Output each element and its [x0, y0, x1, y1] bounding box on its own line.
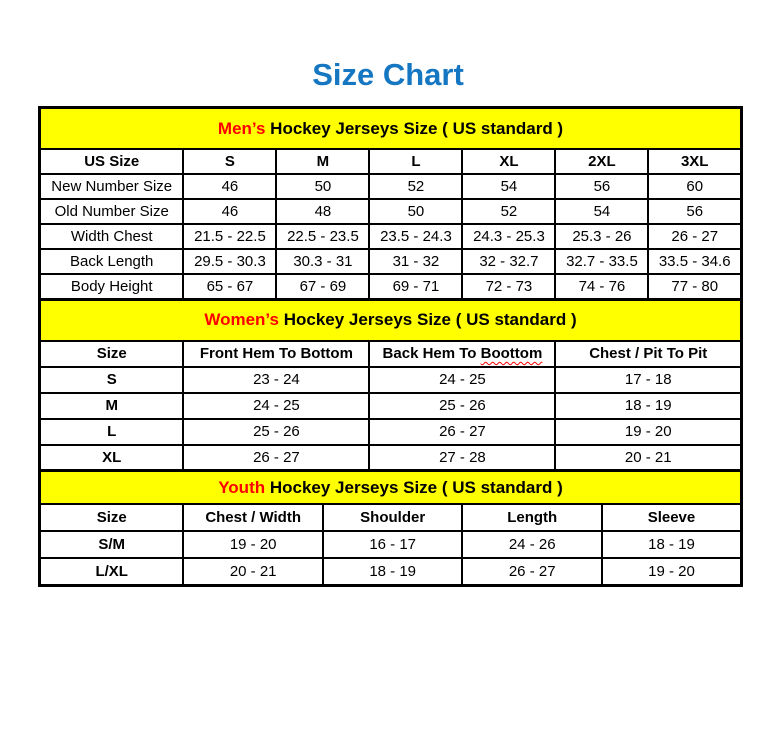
value-cell: 21.5 - 22.5: [183, 224, 276, 249]
table-row: [40, 199, 742, 224]
column-header: Chest / Width: [183, 504, 323, 531]
mens-size-table: [38, 106, 743, 301]
value-cell: 22.5 - 23.5: [276, 224, 369, 249]
value-cell: 56: [648, 199, 741, 224]
column-header: XL: [462, 149, 555, 174]
column-header: Size: [40, 341, 184, 367]
section-banner-row: [40, 299, 742, 341]
youth-size-table: [38, 469, 743, 587]
row-label: S/M: [40, 531, 184, 558]
column-header: Size: [40, 504, 184, 531]
value-cell: 17 - 18: [555, 367, 741, 393]
column-header: Front Hem To Bottom: [183, 341, 369, 367]
size-chart: [38, 106, 743, 587]
table-row: [40, 249, 742, 274]
table-row: [40, 367, 742, 393]
value-cell: 18 - 19: [602, 531, 742, 558]
value-cell: 20 - 21: [555, 445, 741, 471]
value-cell: 25 - 26: [183, 419, 369, 445]
value-cell: 23 - 24: [183, 367, 369, 393]
row-label: L: [40, 419, 184, 445]
value-cell: 24 - 26: [462, 531, 602, 558]
value-cell: 18 - 19: [323, 558, 463, 585]
value-cell: 32.7 - 33.5: [555, 249, 648, 274]
value-cell: 26 - 27: [183, 445, 369, 471]
column-header: S: [183, 149, 276, 174]
value-cell: 26 - 27: [648, 224, 741, 249]
value-cell: 50: [369, 199, 462, 224]
value-cell: 54: [555, 199, 648, 224]
page-title: Size Chart: [312, 57, 464, 92]
column-header: Shoulder: [323, 504, 463, 531]
row-label: Width Chest: [40, 224, 184, 249]
table-row: [40, 174, 742, 199]
column-header: M: [276, 149, 369, 174]
value-cell: 30.3 - 31: [276, 249, 369, 274]
value-cell: 25 - 26: [369, 393, 555, 419]
value-cell: 24.3 - 25.3: [462, 224, 555, 249]
banner-rest-text: Hockey Jerseys Size ( US standard ): [265, 118, 564, 138]
table-row: [40, 274, 742, 299]
table-row: [40, 531, 742, 558]
row-label: M: [40, 393, 184, 419]
row-label: XL: [40, 445, 184, 471]
value-cell: 56: [555, 174, 648, 199]
value-cell: 19 - 20: [183, 531, 323, 558]
section-banner-row: [40, 108, 742, 150]
value-cell: 60: [648, 174, 741, 199]
value-cell: 74 - 76: [555, 274, 648, 299]
row-label: New Number Size: [40, 174, 184, 199]
banner-rest-text: Hockey Jerseys Size ( US standard ): [265, 477, 563, 497]
value-cell: 50: [276, 174, 369, 199]
column-header: 2XL: [555, 149, 648, 174]
value-cell: 20 - 21: [183, 558, 323, 585]
value-cell: 52: [462, 199, 555, 224]
womens-size-table: [38, 298, 743, 473]
row-label: L/XL: [40, 558, 184, 585]
section-banner-row: [40, 471, 742, 505]
column-header-row: [40, 149, 742, 174]
row-label: Old Number Size: [40, 199, 184, 224]
banner-highlight-text: Men’s: [217, 118, 266, 138]
banner-highlight-text: Women’s: [204, 310, 279, 329]
value-cell: 46: [183, 174, 276, 199]
misspelled-word: Boottom: [480, 345, 543, 362]
value-cell: 46: [183, 199, 276, 224]
value-cell: 33.5 - 34.6: [648, 249, 741, 274]
value-cell: 18 - 19: [555, 393, 741, 419]
value-cell: 48: [276, 199, 369, 224]
column-header: Chest / Pit To Pit: [555, 341, 741, 367]
table-row: [40, 393, 742, 419]
column-header: L: [369, 149, 462, 174]
value-cell: 27 - 28: [369, 445, 555, 471]
value-cell: 54: [462, 174, 555, 199]
youth-section-banner: [40, 471, 742, 505]
value-cell: 19 - 20: [555, 419, 741, 445]
value-cell: 19 - 20: [602, 558, 742, 585]
column-header: 3XL: [648, 149, 741, 174]
value-cell: 24 - 25: [369, 367, 555, 393]
banner-rest-text: Hockey Jerseys Size ( US standard ): [278, 310, 577, 329]
value-cell: 69 - 71: [369, 274, 462, 299]
table-row: [40, 558, 742, 585]
row-label: S: [40, 367, 184, 393]
value-cell: 26 - 27: [462, 558, 602, 585]
value-cell: 26 - 27: [369, 419, 555, 445]
table-row: [40, 445, 742, 471]
column-header-text: Back Hem To: [382, 345, 481, 362]
womens-section-banner: [40, 299, 742, 341]
column-header: Length: [462, 504, 602, 531]
value-cell: 77 - 80: [648, 274, 741, 299]
column-header-row: [40, 504, 742, 531]
value-cell: 25.3 - 26: [555, 224, 648, 249]
value-cell: 52: [369, 174, 462, 199]
value-cell: 24 - 25: [183, 393, 369, 419]
row-label: Body Height: [40, 274, 184, 299]
mens-section-banner: [40, 108, 742, 150]
value-cell: 65 - 67: [183, 274, 276, 299]
column-header: Sleeve: [602, 504, 742, 531]
banner-highlight-text: Youth: [218, 477, 266, 497]
value-cell: 31 - 32: [369, 249, 462, 274]
table-row: [40, 224, 742, 249]
value-cell: 72 - 73: [462, 274, 555, 299]
row-label: Back Length: [40, 249, 184, 274]
column-header: [369, 341, 555, 367]
value-cell: 32 - 32.7: [462, 249, 555, 274]
column-header-row: [40, 341, 742, 367]
table-row: [40, 419, 742, 445]
value-cell: 23.5 - 24.3: [369, 224, 462, 249]
value-cell: 67 - 69: [276, 274, 369, 299]
column-header: US Size: [40, 149, 184, 174]
value-cell: 29.5 - 30.3: [183, 249, 276, 274]
value-cell: 16 - 17: [323, 531, 463, 558]
